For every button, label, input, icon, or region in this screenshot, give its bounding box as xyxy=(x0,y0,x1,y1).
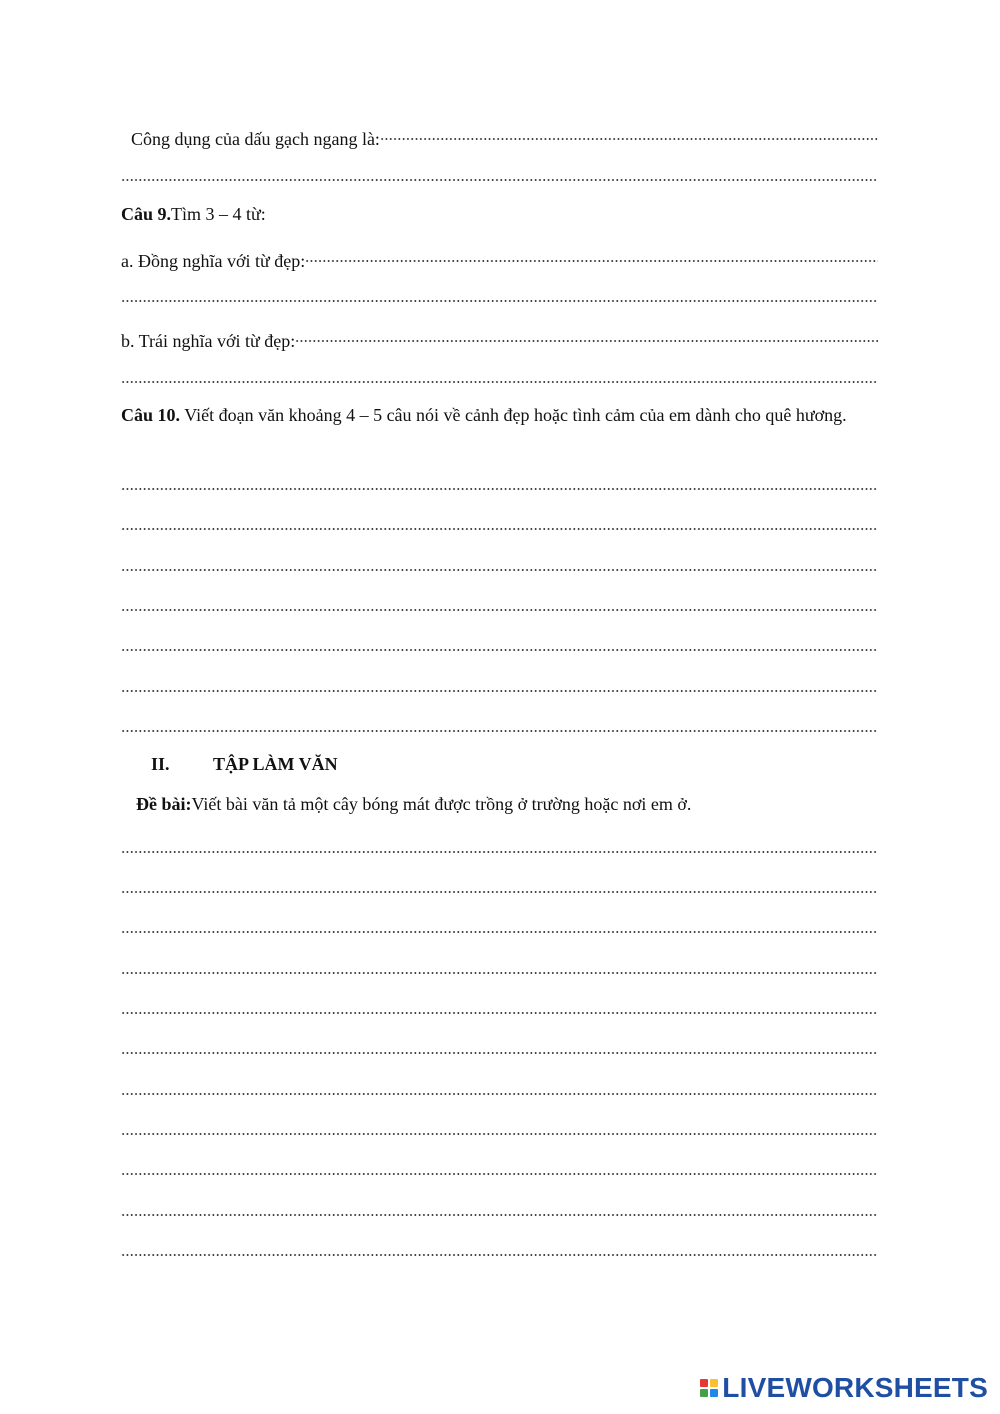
answer-blank[interactable] xyxy=(121,162,878,186)
answer-blank[interactable] xyxy=(380,121,878,145)
essay-prompt-label: Đề bài: xyxy=(136,794,192,814)
answer-blank[interactable] xyxy=(121,592,878,616)
answer-blank[interactable] xyxy=(121,874,878,898)
logo-square-green xyxy=(700,1389,708,1397)
answer-blank[interactable] xyxy=(121,471,878,495)
dash-usage-line xyxy=(131,121,878,151)
liveworksheets-logo[interactable] xyxy=(700,1372,988,1404)
answer-blank[interactable] xyxy=(121,1116,878,1140)
answer-blank[interactable] xyxy=(121,1076,878,1100)
question-9-text: Tìm 3 – 4 từ: xyxy=(171,204,266,224)
section-2-number: II. xyxy=(151,754,170,774)
question-10-text: Viết đoạn văn khoảng 4 – 5 câu nói về cảnh đẹp hoặc tình cảm của em dành cho quê hương. xyxy=(180,405,847,425)
logo-square-yellow xyxy=(710,1379,718,1387)
answer-blank[interactable] xyxy=(121,955,878,979)
essay-prompt xyxy=(136,792,878,816)
answer-blank[interactable] xyxy=(121,673,878,697)
answer-blank[interactable] xyxy=(121,995,878,1019)
answer-blank[interactable] xyxy=(121,1035,878,1059)
answer-blank[interactable] xyxy=(121,283,878,307)
answer-blank[interactable] xyxy=(121,1237,878,1261)
section-2-title: TẬP LÀM VĂN xyxy=(213,754,338,774)
question-9a-line xyxy=(121,243,878,273)
logo-square-red xyxy=(700,1379,708,1387)
question-9b-label: b. Trái nghĩa với từ đẹp: xyxy=(121,331,296,351)
answer-blank[interactable] xyxy=(305,243,878,267)
answer-blank[interactable] xyxy=(295,323,878,347)
answer-blank[interactable] xyxy=(121,632,878,656)
question-9-label: Câu 9. xyxy=(121,204,172,224)
essay-prompt-text: Viết bài văn tả một cây bóng mát được trồng ở trường hoặc nơi em ở. xyxy=(191,794,692,814)
answer-blank[interactable] xyxy=(121,511,878,535)
question-10-heading xyxy=(121,402,878,429)
answer-blank[interactable] xyxy=(121,364,878,388)
liveworksheets-logo-text: LIVEWORKSHEETS xyxy=(722,1372,988,1403)
dash-usage-label: Công dụng của dấu gạch ngang là: xyxy=(131,129,380,149)
question-10-label: Câu 10. xyxy=(121,405,181,425)
answer-blank[interactable] xyxy=(121,713,878,737)
section-2-heading xyxy=(151,752,338,776)
answer-blank[interactable] xyxy=(121,552,878,576)
answer-blank[interactable] xyxy=(121,914,878,938)
answer-blank[interactable] xyxy=(121,1197,878,1221)
answer-blank[interactable] xyxy=(121,1156,878,1180)
question-9b-line xyxy=(121,323,878,353)
question-9-heading xyxy=(121,202,878,226)
question-9a-label: a. Đồng nghĩa với từ đẹp: xyxy=(121,251,306,271)
answer-blank[interactable] xyxy=(121,834,878,858)
logo-square-blue xyxy=(710,1389,718,1397)
liveworksheets-logo-icon xyxy=(700,1379,718,1397)
